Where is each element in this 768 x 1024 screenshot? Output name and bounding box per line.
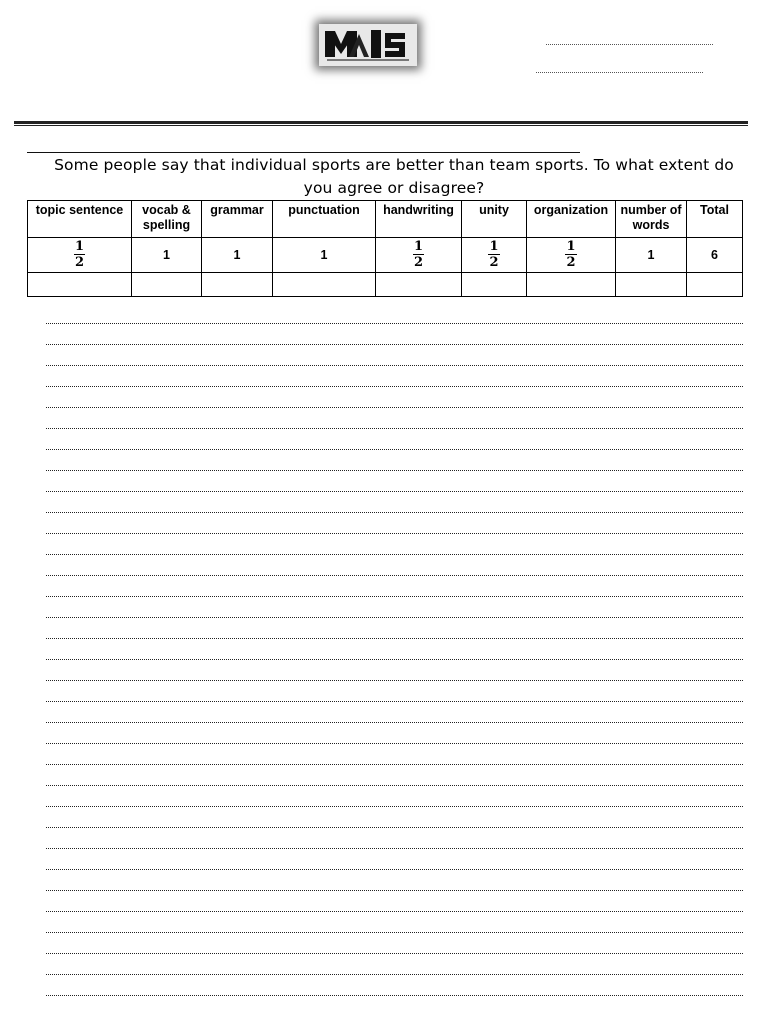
writing-line[interactable] <box>46 912 743 933</box>
fraction <box>488 240 499 269</box>
score-cell[interactable] <box>687 273 743 297</box>
score-cell[interactable] <box>28 273 132 297</box>
rubric-points-cell <box>462 238 527 273</box>
score-cell[interactable] <box>616 273 687 297</box>
writing-line[interactable] <box>46 744 743 765</box>
rubric-points-cell <box>28 238 132 273</box>
writing-line[interactable] <box>46 471 743 492</box>
writing-line[interactable] <box>46 765 743 786</box>
writing-line[interactable] <box>46 849 743 870</box>
rubric-points-cell: 1 <box>202 238 273 273</box>
writing-line[interactable] <box>46 450 743 471</box>
class-line[interactable] <box>536 72 703 73</box>
fraction-denominator: 2 <box>74 255 85 270</box>
writing-line[interactable] <box>46 597 743 618</box>
rubric-header-cell: handwriting <box>376 201 462 238</box>
writing-area[interactable] <box>46 303 743 996</box>
writing-line[interactable] <box>46 429 743 450</box>
rubric-header-row <box>28 201 743 238</box>
mais-logo-icon <box>319 24 417 66</box>
writing-line[interactable] <box>46 345 743 366</box>
rubric-header-cell: vocab & spelling <box>132 201 202 238</box>
rubric-points-cell: 1 <box>616 238 687 273</box>
writing-line[interactable] <box>46 366 743 387</box>
score-cell[interactable] <box>132 273 202 297</box>
rubric-points-cell: 6 <box>687 238 743 273</box>
name-line[interactable] <box>546 44 713 45</box>
essay-prompt: Some people say that individual sports are better than team sports. To what extent do you agree or disagree? <box>54 156 734 197</box>
fraction-denominator: 2 <box>566 255 576 270</box>
score-cell[interactable] <box>202 273 273 297</box>
writing-line[interactable] <box>46 786 743 807</box>
rubric-header-cell: topic sentence <box>28 201 132 238</box>
rubric-score-row <box>28 273 743 297</box>
rubric-header-cell: punctuation <box>273 201 376 238</box>
writing-line[interactable] <box>46 639 743 660</box>
rubric-header-cell: grammar <box>202 201 273 238</box>
writing-line[interactable] <box>46 324 743 345</box>
fraction <box>565 240 576 269</box>
writing-line[interactable] <box>46 681 743 702</box>
rubric-header-cell: Total <box>687 201 743 238</box>
fraction-denominator: 2 <box>489 255 499 270</box>
writing-line[interactable] <box>46 954 743 975</box>
fraction-numerator: 1 <box>566 239 576 254</box>
writing-line[interactable] <box>46 933 743 954</box>
score-cell[interactable] <box>527 273 616 297</box>
rubric-points-cell: 1 <box>273 238 376 273</box>
rubric-points-row <box>28 238 743 273</box>
writing-line[interactable] <box>46 828 743 849</box>
writing-line[interactable] <box>46 723 743 744</box>
rubric-points-cell <box>527 238 616 273</box>
title-underline <box>27 152 580 153</box>
writing-line[interactable] <box>46 513 743 534</box>
writing-line[interactable] <box>46 534 743 555</box>
score-cell[interactable] <box>376 273 462 297</box>
rubric-points-cell: 1 <box>132 238 202 273</box>
school-logo <box>319 24 417 66</box>
fraction-numerator: 1 <box>489 239 499 254</box>
writing-line[interactable] <box>46 891 743 912</box>
fraction-denominator: 2 <box>413 255 424 270</box>
score-cell[interactable] <box>273 273 376 297</box>
writing-line[interactable] <box>46 408 743 429</box>
writing-line[interactable] <box>46 387 743 408</box>
rubric-points-cell <box>376 238 462 273</box>
rubric-header-cell: unity <box>462 201 527 238</box>
writing-line[interactable] <box>46 618 743 639</box>
fraction <box>74 240 85 269</box>
writing-line[interactable] <box>46 303 743 324</box>
writing-line[interactable] <box>46 975 743 996</box>
writing-line[interactable] <box>46 660 743 681</box>
header-divider <box>14 121 748 126</box>
score-cell[interactable] <box>462 273 527 297</box>
writing-line[interactable] <box>46 492 743 513</box>
rubric-header-cell: organization <box>527 201 616 238</box>
writing-line[interactable] <box>46 702 743 723</box>
fraction-numerator: 1 <box>74 239 85 254</box>
fraction-numerator: 1 <box>413 239 424 254</box>
writing-line[interactable] <box>46 576 743 597</box>
rubric-header-cell: number of words <box>616 201 687 238</box>
fraction <box>413 240 424 269</box>
writing-line[interactable] <box>46 870 743 891</box>
writing-line[interactable] <box>46 555 743 576</box>
grading-rubric <box>27 200 743 297</box>
writing-line[interactable] <box>46 807 743 828</box>
